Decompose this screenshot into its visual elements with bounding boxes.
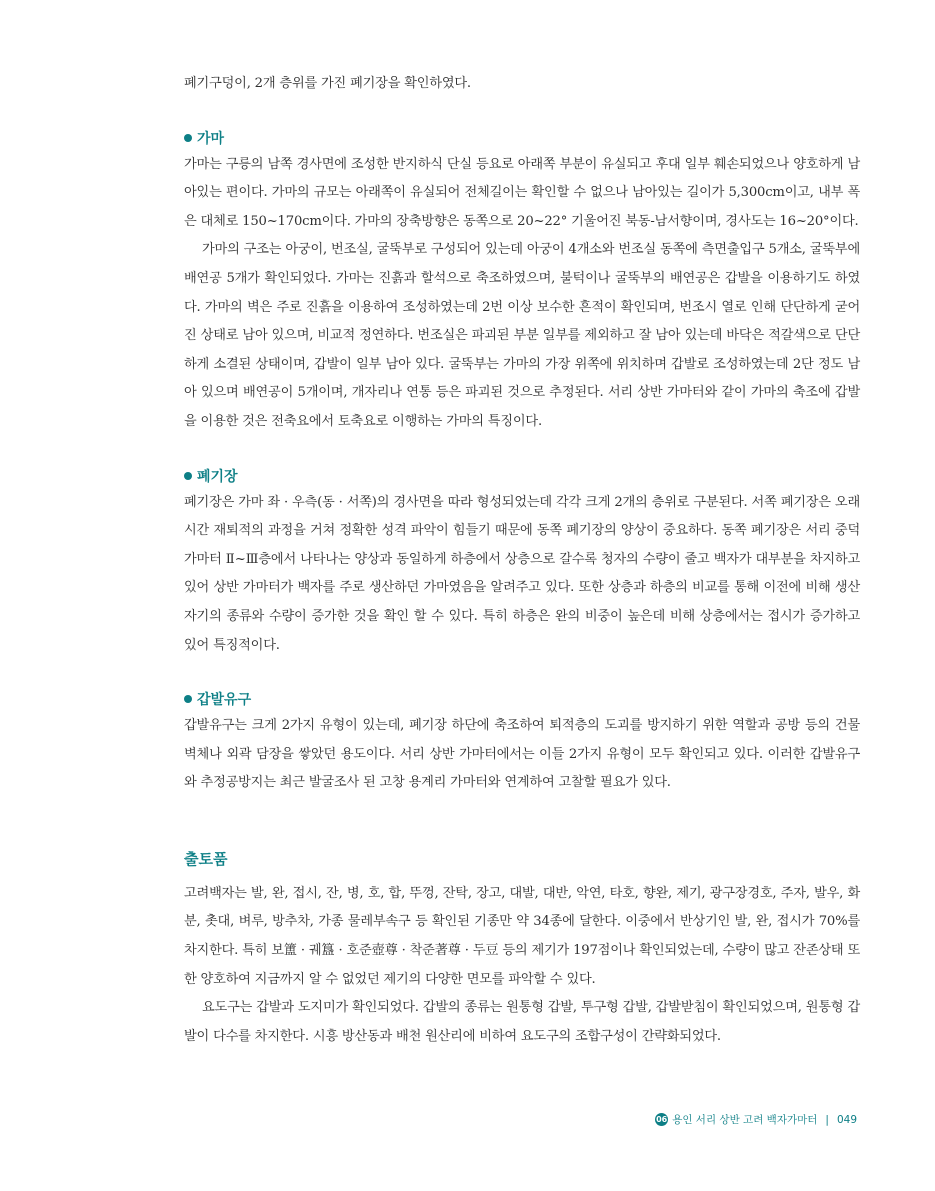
bullet-dot-icon [184,134,192,142]
section-heading-text: 폐기장 [197,468,238,485]
intro-line: 폐기구덩이, 2개 층위를 가진 폐기장을 확인하였다. [184,76,471,91]
section-heading-dump [184,463,860,489]
section-heading-text: 가마 [197,130,225,147]
section-heading-kiln [184,125,860,151]
section-heading-text: 갑발유구 [197,692,252,709]
kiln-paragraph-1: 가마는 구릉의 남쪽 경사면에 조성한 반지하식 단실 등요로 아래쪽 부분이 유실되고 후대 일부 훼손되었으나 양호하게 남아있는 편이다. 가마의 규모는 아래쪽이 유실되어 전체길이는 확인할 수 없으나 남아있는 길이가 5,300cm이고, 내부 폭은 대체로 150~170cm이다. 가마의 장축방향은 동쪽으로 20~22° 기울어진 북동-남서향이며, 경사도는 16~20°이다. [184,156,860,229]
section-heading-saggar [184,686,860,712]
kiln-paragraph-2: 가마의 구조는 아궁이, 번조실, 굴뚝부로 구성되어 있는데 아궁이 4개소와 번조실 동쪽에 측면출입구 5개소, 굴뚝부에 배연공 5개가 확인되었다. 가마는 진흙과 할석으로 축조하였으며, 불턱이나 굴뚝부의 배연공은 갑발을 이용하기도 하였다. 가마의 벽은 주로 진흙을 이용하여 조성하였는데 2번 이상 보수한 흔적이 확인되며, 번조시 열로 인해 단단하게 굳어진 상태로 남아 있으며, 비교적 정연하다. 번조실은 파괴된 부분 일부를 제외하고 잘 남아 있는데 바닥은 적갈색으로 단단하게 소결된 상태이며, 갑발이 일부 남아 있다. 굴뚝부는 가마의 가장 위쪽에 위치하며 갑발로 조성하였는데 2단 정도 남아 있으며 배연공이 5개이며, 개자리나 연통 등은 파괴된 것으로 추정된다. 서리 상반 가마터와 같이 가마의 축조에 갑발을 이용한 것은 전축요에서 토축요로 이행하는 가마의 특징이다. [184,242,860,429]
artifacts-paragraph-2: 요도구는 갑발과 도지미가 확인되었다. 갑발의 종류는 원통형 갑발, 투구형 갑발, 갑발받침이 확인되었으며, 원통형 갑발이 다수를 차지한다. 시흥 방산동과 배천 원산리에 비하여 요도구의 조합구성이 간략화되었다. [184,1000,860,1044]
footer-separator: | [825,1113,829,1126]
dump-paragraph-1: 폐기장은 가마 좌 · 우측(동 · 서쪽)의 경사면을 따라 형성되었는데 각각 크게 2개의 층위로 구분된다. 서쪽 폐기장은 오래시간 재퇴적의 과정을 거쳐 정확한 성격 파악이 힘들기 때문에 동쪽 폐기장의 양상이 중요하다. 동쪽 폐기장은 서리 중덕 가마터 Ⅱ~Ⅲ층에서 나타나는 양상과 동일하게 하층에서 상층으로 갈수록 청자의 수량이 줄고 백자가 대부분을 차지하고 있어 상반 가마터가 백자를 주로 생산하던 가마였음을 알려주고 있다. 또한 상층과 하층의 비교를 통해 이전에 비해 생산 자기의 종류와 수량이 증가한 것을 확인 할 수 있다. 특히 하층은 완의 비중이 높은데 비해 상층에서는 접시가 증가하고 있어 특징적이다. [184,494,860,653]
chapter-badge: 06 [656,1115,668,1124]
page-footer [655,1112,857,1127]
bullet-dot-icon [184,695,192,703]
bullet-dot-icon [184,472,192,480]
footer-title: 용인 서리 상반 고려 백자가마터 [672,1114,818,1126]
page-number: 049 [836,1113,857,1126]
artifacts-paragraph-1: 고려백자는 발, 완, 접시, 잔, 병, 호, 합, 뚜껑, 잔탁, 장고, 대발, 대반, 악연, 타호, 향완, 제기, 광구장경호, 주자, 발우, 화분, 촛대, 벼루, 방추차, 가종 물레부속구 등 확인된 기종만 약 34종에 달한다. 이중에서 반상기인 발, 완, 접시가 70%를 차지한다. 특히 보簠 · 궤簋 · 호준壺尊 · 착준著尊 · 두豆 등의 제기가 197점이나 확인되었는데, 수량이 많고 잔존상태 또한 양호하여 지금까지 알 수 없었던 제기의 다양한 면모를 파악할 수 있다. [184,885,860,987]
artifacts-heading: 출토품 [184,850,228,869]
page-body [184,70,860,1051]
saggar-paragraph-1: 갑발유구는 크게 2가지 유형이 있는데, 폐기장 하단에 축조하여 퇴적층의 도괴를 방지하기 위한 역할과 공방 등의 건물 벽체나 외곽 담장을 쌓았던 용도이다. 서리 상반 가마터에서는 이들 2가지 유형이 모두 확인되고 있다. 이러한 갑발유구와 추정공방지는 최근 발굴조사 된 고창 용계리 가마터와 연계하여 고찰할 필요가 있다. [184,718,860,791]
